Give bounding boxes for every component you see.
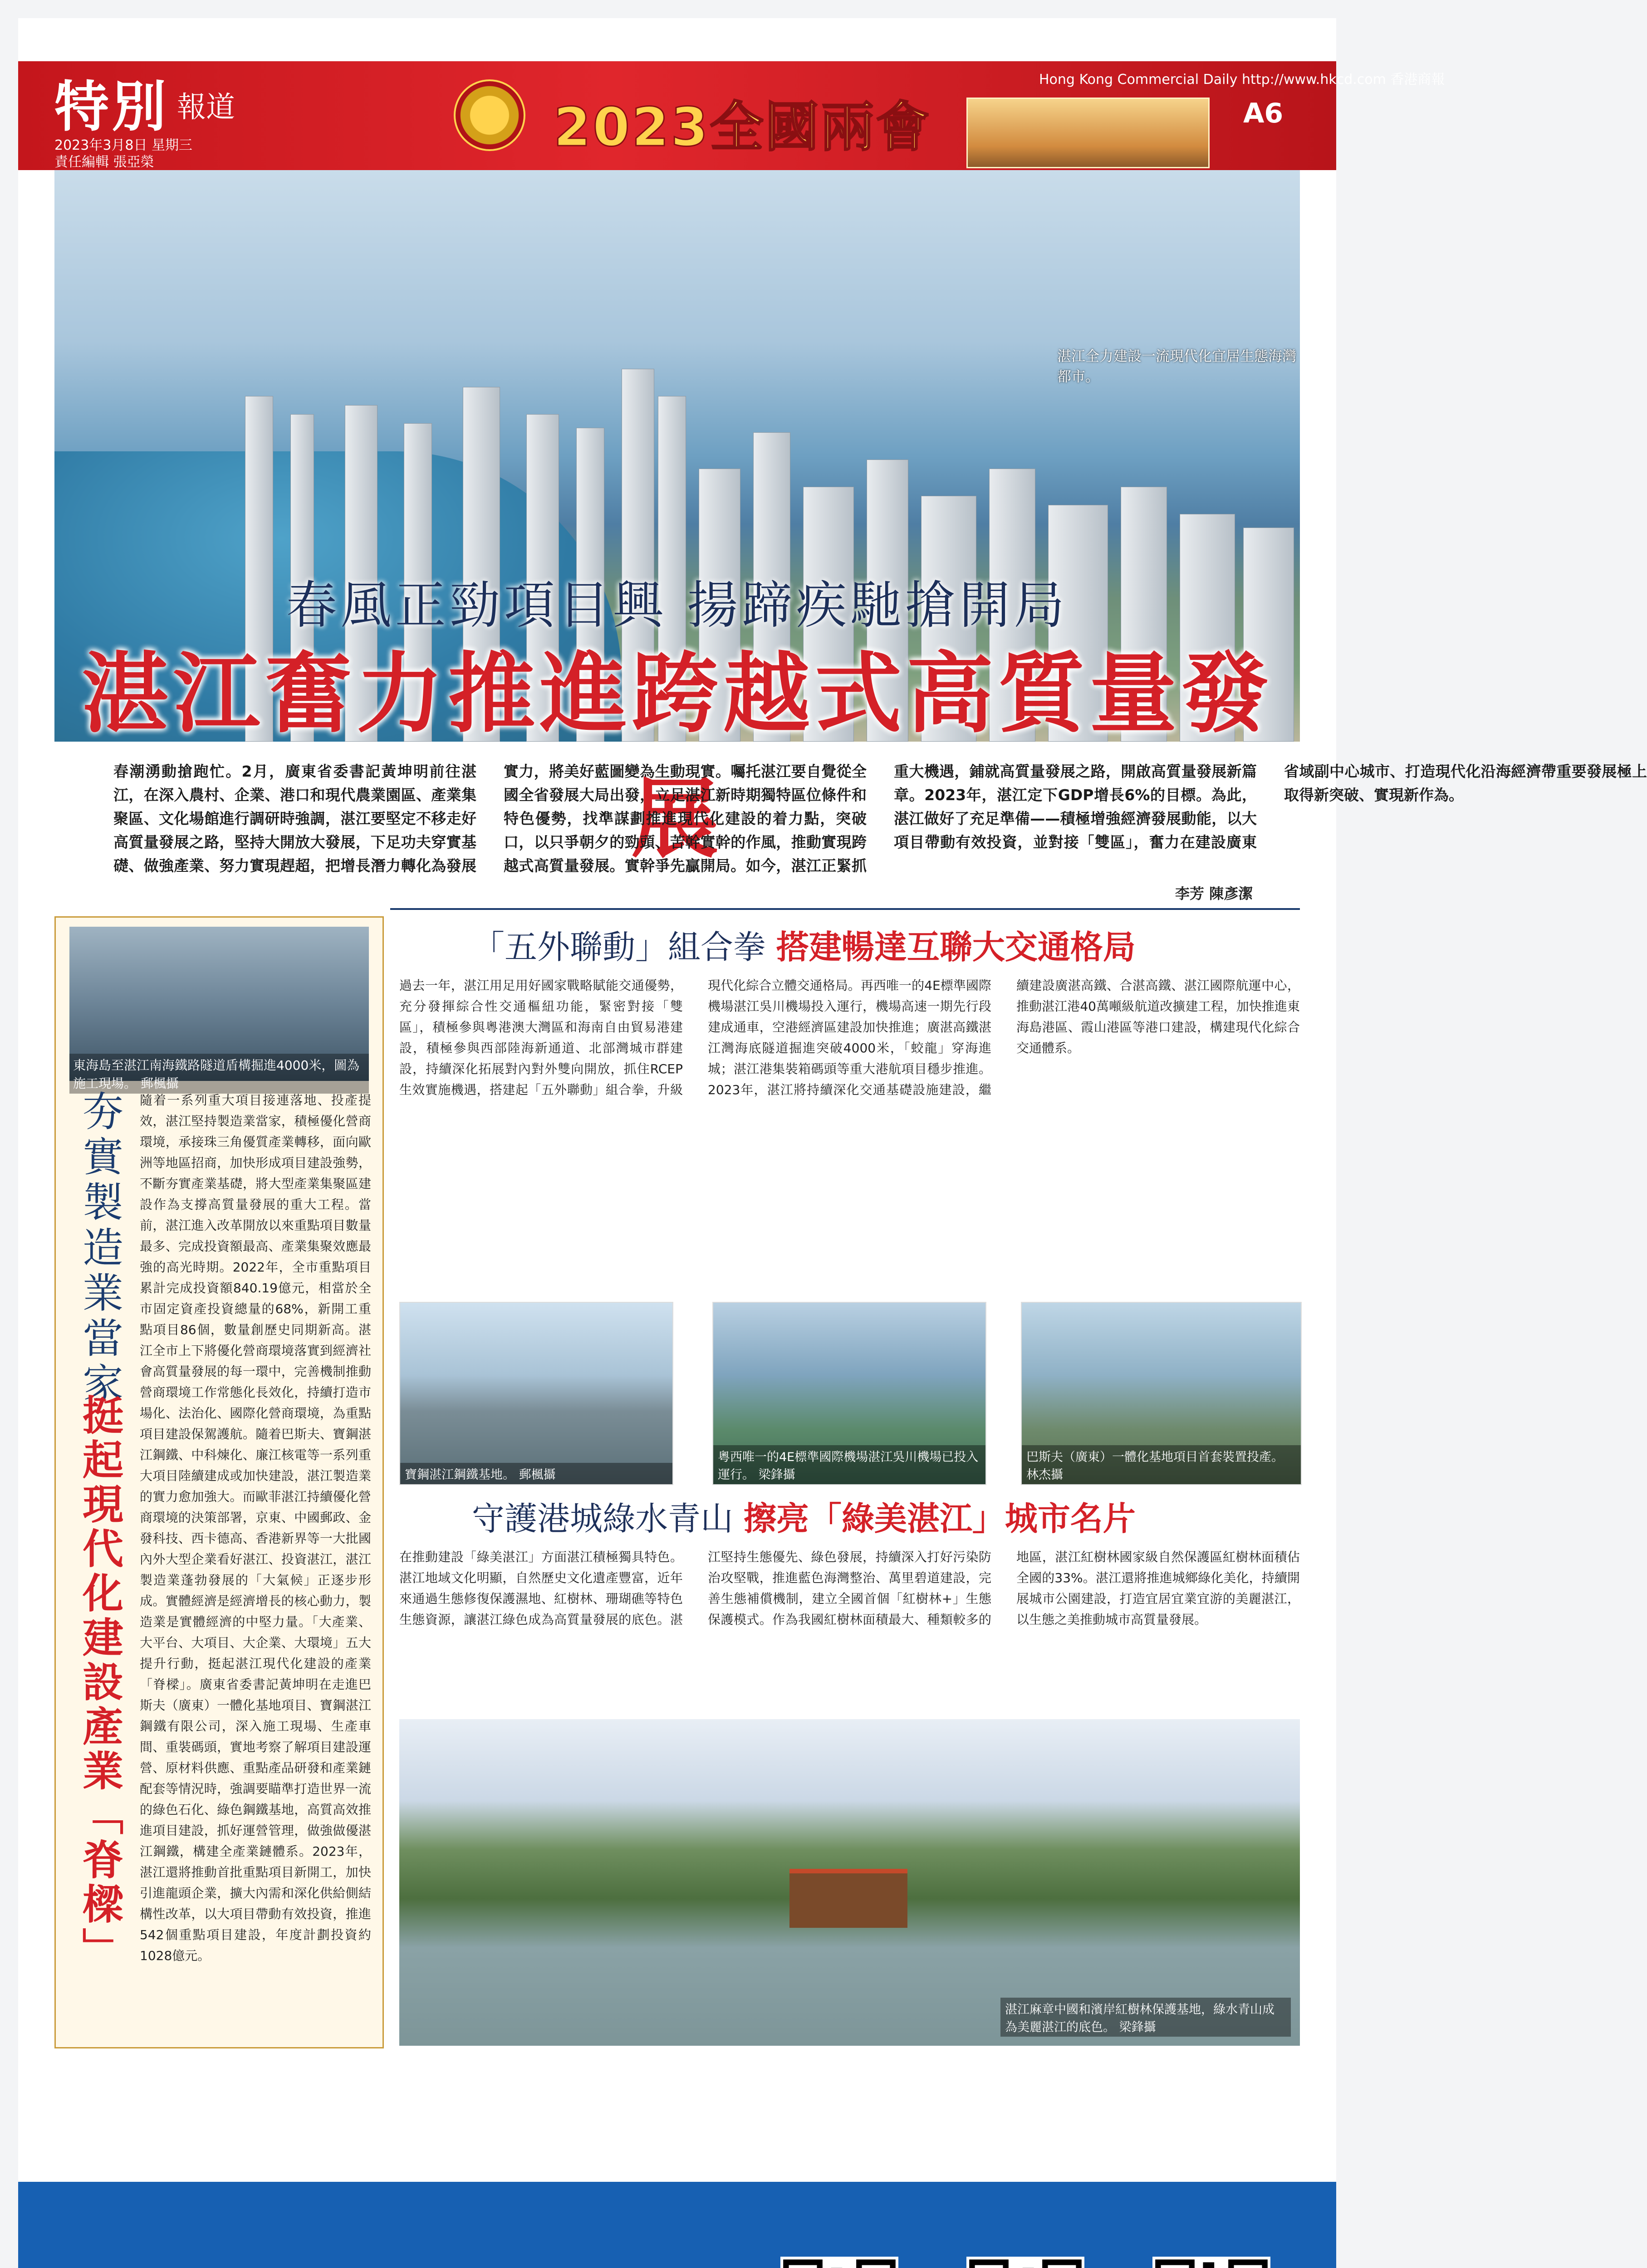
sidebar-body: 隨着一系列重大項目接連落地、投產提效，湛江堅持製造業當家，積極優化營商環境，承接珠三角優質產業轉移，面向歐洲等地區招商，加快形成項目建設強勢，不斷夯實產業基礎，將大型產業集聚區建設作為支撐高質量發展的重大工程。當前，湛江進入改革開放以來重點項目數量最多、完成投資額最高、產業集聚效應最強的高光時期。2022年，全市重點項目累計完成投資額840.19億元，相當於全市固定資產投資總量的68%，新開工重點項目86個，數量創歷史同期新高。湛江全市上下將優化營商環境落實到經濟社會高質量發展的每一環中，完善機制推動營商環境工作常態化長效化，持續打造市場化、法治化、國際化營商環境，為重點項目建設保駕護航。隨着巴斯夫、寶鋼湛江鋼鐵、中科煉化、廉江核電等一系列重大項目陸續建成或加快建設，湛江製造業的實力愈加強大。而歐菲湛江持續優化營商環境的決策部署，京東、中國郵政、金發科技、西卡德高、香港新界等一大批國內外大型企業看好湛江、投資湛江，湛江製造業蓬勃發展的「大氣候」正逐步形成。實體經濟是經濟增長的核心動力，製造業是實體經濟的中堅力量。「大產業、大平台、大項目、大企業、大環境」五大提升行動，挺起湛江現代化建設的產業「脊樑」。廣東省委書記黃坤明在走進巴斯夫（廣東）一體化基地項目、寶鋼湛江鋼鐵有限公司，深入施工現場、生產車間、重裝碼頭，實地考察了解項目建設運營、原材料供應、重點產品研發和產業鏈配套等情況時，強調要瞄準打造世界一流的綠色石化、綠色鋼鐵基地，高質高效推進項目建設，抓好運營管理，做強做優湛江鋼鐵，構建全產業鏈體系。2023年，湛江還將推動首批重點項目新開工，加快引進龍頭企業，擴大內需和深化供給側結構性改革，以大項目帶動有效投資，推進542個重點項目建設，年度計劃投資約1028億元。	[140, 1093, 371, 1963]
lede-paragraph: 春潮湧動搶跑忙。2月，廣東省委書記黃坤明前往湛江，在深入農村、企業、港口和現代農業園區、產業集聚區、文化場館進行調研時強調，湛江要堅定不移走好高質量發展之路，堅持大開放大發展，下足功夫穿實基礎、做強產業、努力實現趕超，把增長潛力轉化為發展實力，將美好藍圖變為生動現實。囑托湛江要自覺從全國全省發展大局出發，立足湛江新時期獨特區位條件和特色優勢，找準謀劃推進現代化建設的着力點，突破口，以只爭朝夕的勁頭、苦幹實幹的作風，推動實現跨越式高質量發展。實幹爭先贏開局。如今，湛江正緊抓重大機遇，鋪就高質量發展之路，開啟高質量發展新篇章。2023年，湛江定下GDP增長6%的目標。為此，湛江做好了充足準備——積極增強經濟發展動能，以大項目帶動有效投資，並對接「雙區」，奮力在建設廣東省域副中心城市、打造現代化沿海經濟帶重要發展極上取得新突破、實現新作為。	[113, 763, 1647, 875]
airport-photo	[712, 1302, 986, 1485]
qr-code-app-icon[interactable]	[780, 2257, 898, 2268]
section2-body: 在推動建設「綠美湛江」方面湛江積極獨具特色。湛江地域文化明顯，自然歷史文化遺產豐富，近年來通過生態修復保護濕地、紅樹林、珊瑚礁等特色生態資源，讓湛江綠色成為高質量發展的底色。湛江堅持生態優先、綠色發展，持續深入打好污染防治攻堅戰，推進藍色海灣整治、萬里碧道建設，完善生態補償機制，建立全國首個「紅樹林+」生態保護模式。作為我國紅樹林面積最大、種類較多的地區，湛江紅樹林國家級自然保護區紅樹林面積佔全國的33%。湛江還將推進城鄉綠化美化，持續開展城市公園建設，打造宜居宜業宜游的美麗湛江，以生態之美推動城市高質量發展。	[399, 1549, 1300, 1627]
mangrove-photo	[399, 1719, 1300, 2046]
qr-code-wechat-icon[interactable]	[966, 2257, 1084, 2268]
qr-code-weibo-icon[interactable]	[1152, 2257, 1270, 2268]
section1-title-red: 搭建暢達互聯大交通格局	[776, 928, 1136, 966]
section-subtitle: 報道	[177, 91, 235, 124]
great-hall-image	[966, 98, 1210, 168]
national-emblem-icon	[454, 79, 525, 151]
airport-caption: 粵西唯一的4E標準國際機場湛江吳川機場已投入運行。 梁鋒攝	[713, 1445, 985, 1484]
sidebar-title-1: 夯實製造業當家	[75, 1090, 123, 1408]
byline: 李芳 陳彥潔	[1175, 885, 1253, 902]
section2-heading	[472, 1492, 1136, 1540]
steel-base-caption: 寶鋼湛江鋼鐵基地。 郵楓攝	[400, 1463, 672, 1484]
main-headline: 湛江奮力推進跨越式高質量發展	[81, 644, 1273, 870]
mangrove-caption: 湛江麻章中國和濱岸紅樹林保護基地，綠水青山成為美麗湛江的底色。 梁鋒攝	[1000, 1998, 1291, 2037]
newspaper-page	[18, 18, 1647, 2268]
sidebar-feature	[54, 916, 384, 2048]
basf-caption: 巴斯夫（廣東）一體化基地項目首套裝置投產。 林杰攝	[1022, 1445, 1301, 1484]
subheadline: 春風正勁項目興 揚蹄疾馳搶開局	[286, 576, 1069, 635]
pavilion-shape	[789, 1869, 907, 1928]
basf-photo	[1021, 1302, 1302, 1485]
section1-title-black: 「五外聯動」組合拳	[472, 928, 766, 966]
tunnel-photo-caption: 東海島至湛江南海鐵路隧道盾構掘進4000米，圖為施工現場。 郵楓攝	[69, 1054, 369, 1094]
hero-caption: 湛江全力建設一流現代化宜居生態海灣都市。	[1057, 348, 1296, 385]
footer-bar	[18, 2182, 1336, 2268]
issue-date: 2023年3月8日 星期三	[54, 137, 193, 153]
section1-heading	[472, 921, 1136, 968]
section-title: 特別	[54, 76, 169, 139]
editor-credit: 責任編輯 張亞榮	[54, 154, 154, 170]
page-number: A6	[1243, 98, 1284, 129]
section2-title-red: 擦亮「綠美湛江」城市名片	[743, 1500, 1136, 1538]
masthead-line: Hong Kong Commercial Daily http://www.hkcd.com 香港商報	[1039, 72, 1445, 88]
section1-body: 過去一年，湛江用足用好國家戰略賦能交通優勢，充分發揮綜合性交通樞紐功能，緊密對接「雙區」，積極參與粵港澳大灣區和海南自由貿易港建設，積極參與西部陸海新通道、北部灣城市群建設，持續深化拓展對內對外雙向開放，抓住RCEP生效實施機遇，搭建起「五外聯動」組合拳，升級現代化綜合立體交通格局。再西唯一的4E標準國際機場湛江吳川機場投入運行，機場高速一期先行段建成通車，空港經濟區建設加快推進；廣湛高鐵湛江灣海底隧道掘進突破4000米，「蛟龍」穿海進城；湛江港集裝箱碼頭等重大港航項目穩步推進。2023年，湛江將持續深化交通基礎設施建設，繼續建設廣湛高鐵、合湛高鐵、湛江國際航運中心，推動湛江港40萬噸級航道改擴建工程，加快推進東海島港區、霞山港區等港口建設，構建現代化綜合交通體系。	[399, 978, 1300, 1097]
section-divider	[390, 908, 1300, 910]
two-sessions-banner: 2023全國兩會	[554, 96, 931, 158]
sidebar-title-2: 挺起現代化建設產業「脊樑」	[75, 1394, 123, 1972]
steel-base-photo	[399, 1302, 673, 1485]
section2-title-black: 守護港城綠水青山	[472, 1500, 734, 1538]
